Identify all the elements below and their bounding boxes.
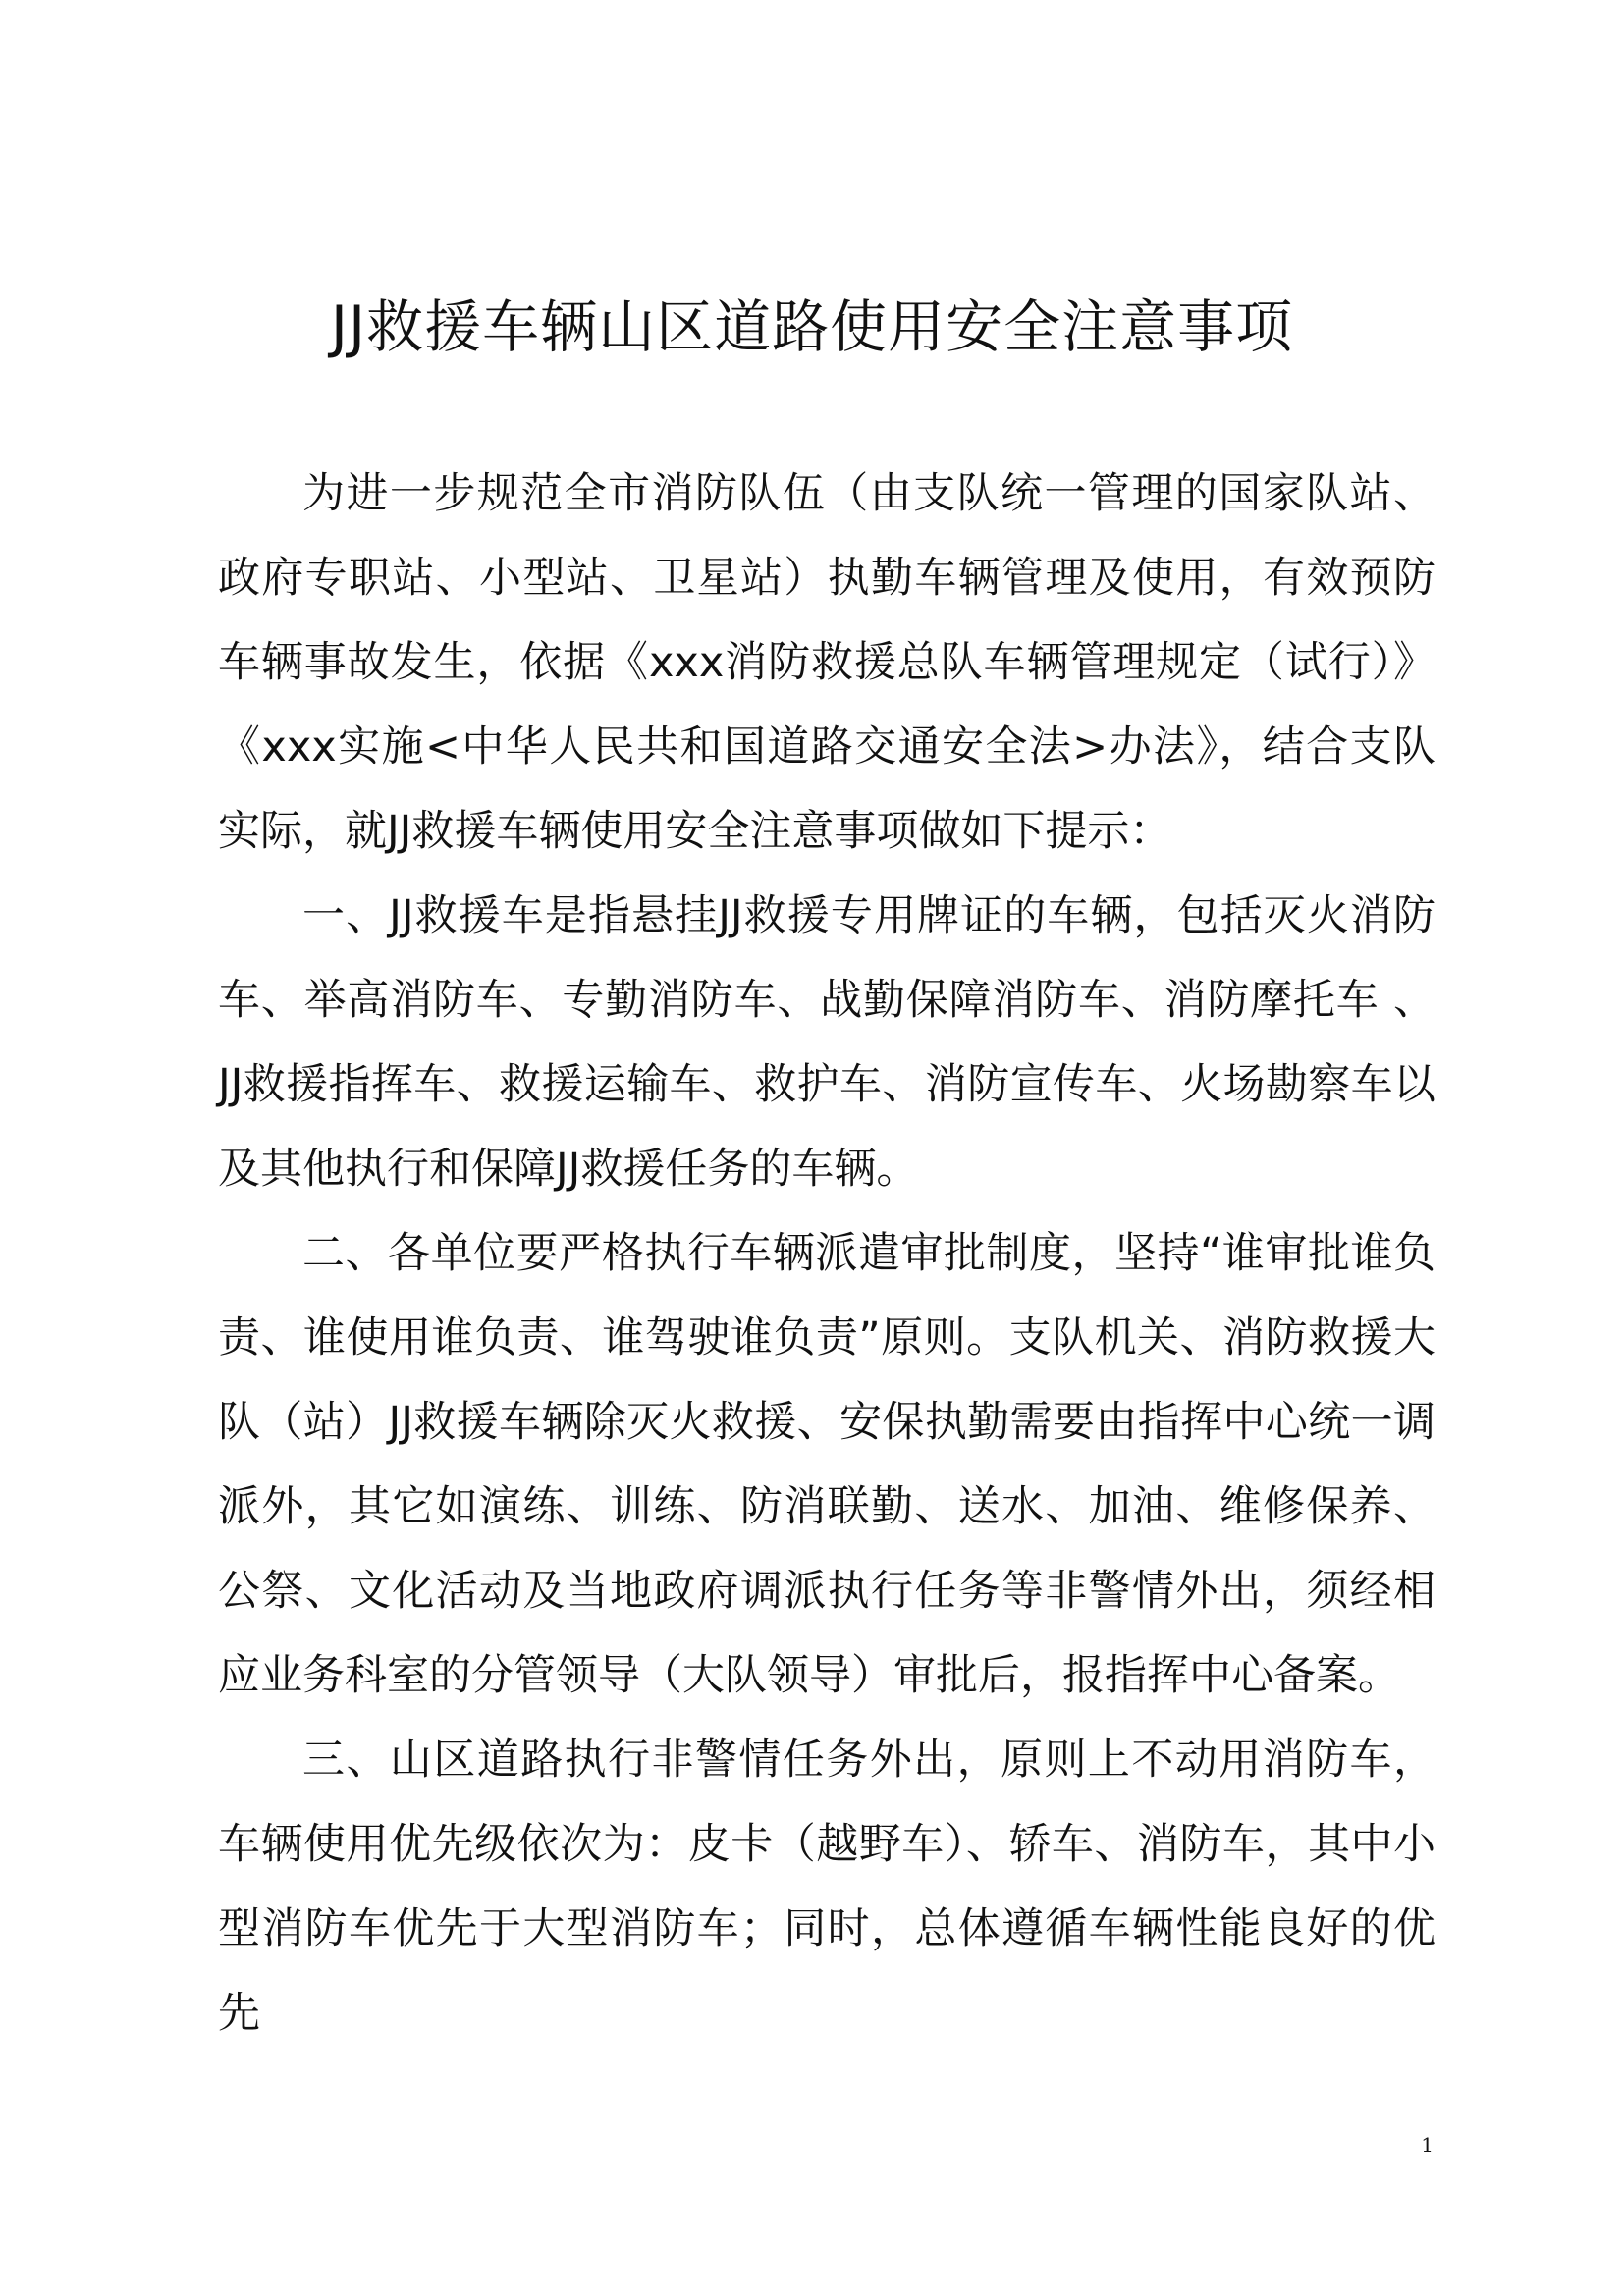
document-body: [218, 452, 1435, 2056]
paragraph-intro: 为进一步规范全市消防队伍（由支队统一管理的国家队站、政府专职站、小型站、卫星站）执勤车辆管理及使用，有效预防车辆事故发生，依据《xxx消防救援总队车辆管理规定（试行）》《xxx实施<中华人民共和国道路交通安全法>办法》，结合支队实际，就JJ救援车辆使用安全注意事项做如下提示：: [218, 469, 1435, 856]
document-title: JJ救援车辆山区道路使用安全注意事项: [330, 294, 1294, 360]
paragraph-item-1: 一、JJ救援车是指悬挂JJ救援专用牌证的车辆，包括灭火消防车、举高消防车、专勤消防车、战勤保障消防车、消防摩托车 、JJ救援指挥车、救援运输车、救护车、消防宣传车、火场勘察车以及其他执行和保障JJ救援任务的车辆。: [218, 891, 1435, 1194]
page-number: 1: [1421, 2133, 1434, 2157]
paragraph-item-2: 二、各单位要严格执行车辆派遣审批制度，坚持“谁审批谁负责、谁使用谁负责、谁驾驶谁负责”原则。支队机关、消防救援大队（站）JJ救援车辆除灭火救援、安保执勤需要由指挥中心统一调派外，其它如演练、训练、防消联勤、送水、加油、维修保养、公祭、文化活动及当地政府调派执行任务等非警情外出，须经相应业务科室的分管领导（大队领导）审批后，报指挥中心备案。: [218, 1229, 1435, 1700]
paragraph-item-3: 三、山区道路执行非警情任务外出，原则上不动用消防车，车辆使用优先级依次为：皮卡（越野车）、轿车、消防车，其中小型消防车优先于大型消防车；同时，总体遵循车辆性能良好的优先: [218, 1735, 1435, 2038]
